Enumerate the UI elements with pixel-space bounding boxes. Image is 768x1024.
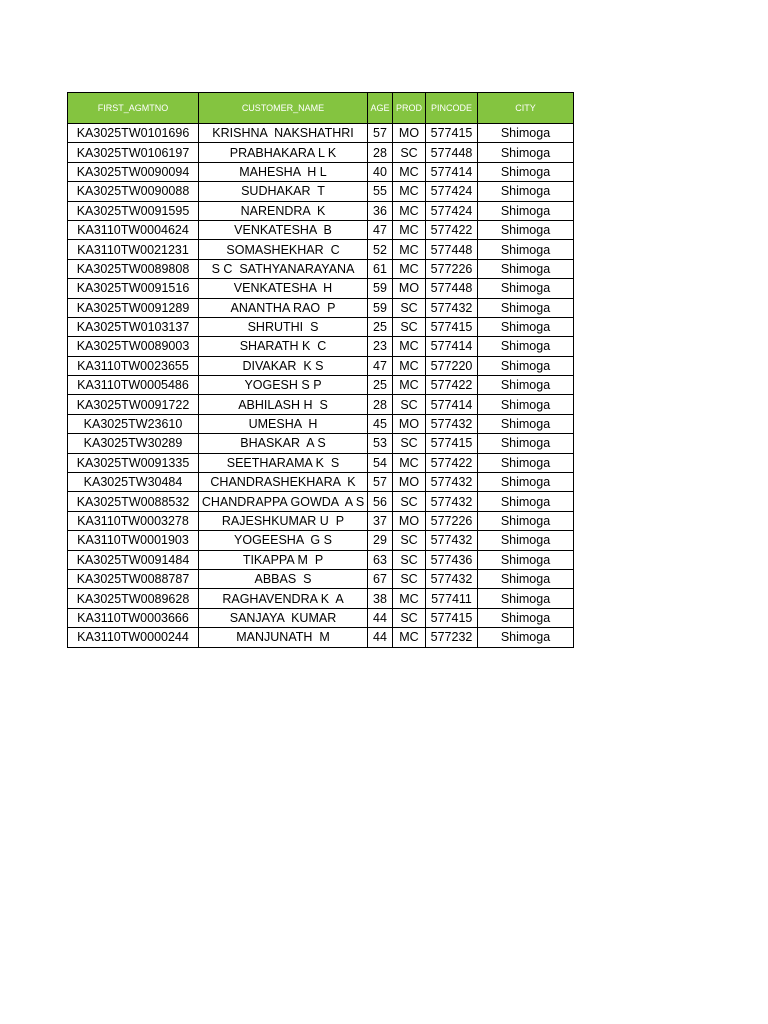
customer-table — [67, 92, 574, 648]
cell-agmtno: KA3025TW0091516 — [68, 279, 199, 298]
cell-city: Shimoga — [478, 453, 574, 472]
cell-customer-name: ANANTHA RAO P — [199, 298, 368, 317]
cell-customer-name: MAHESHA H L — [199, 162, 368, 181]
cell-pincode: 577220 — [426, 356, 478, 375]
cell-pincode: 577415 — [426, 124, 478, 143]
cell-city: Shimoga — [478, 531, 574, 550]
cell-customer-name: ABHILASH H S — [199, 395, 368, 414]
cell-agmtno: KA3025TW0091289 — [68, 298, 199, 317]
cell-city: Shimoga — [478, 473, 574, 492]
cell-age: 52 — [368, 240, 393, 259]
cell-prod: MO — [393, 511, 426, 530]
cell-city: Shimoga — [478, 220, 574, 239]
cell-customer-name: DIVAKAR K S — [199, 356, 368, 375]
cell-customer-name: SHRUTHI S — [199, 317, 368, 336]
cell-prod: MC — [393, 201, 426, 220]
cell-age: 44 — [368, 608, 393, 627]
cell-age: 59 — [368, 279, 393, 298]
cell-agmtno: KA3025TW0090094 — [68, 162, 199, 181]
cell-agmtno: KA3025TW23610 — [68, 414, 199, 433]
cell-prod: MC — [393, 589, 426, 608]
cell-pincode: 577432 — [426, 414, 478, 433]
table-row — [68, 337, 574, 356]
cell-pincode: 577432 — [426, 569, 478, 588]
cell-city: Shimoga — [478, 259, 574, 278]
customer-table-container — [67, 92, 574, 648]
header-pincode: PINCODE — [426, 93, 478, 124]
cell-agmtno: KA3025TW0090088 — [68, 182, 199, 201]
cell-age: 37 — [368, 511, 393, 530]
header-customer-name: CUSTOMER_NAME — [199, 93, 368, 124]
cell-customer-name: SEETHARAMA K S — [199, 453, 368, 472]
cell-customer-name: BHASKAR A S — [199, 434, 368, 453]
cell-age: 38 — [368, 589, 393, 608]
cell-agmtno: KA3110TW0023655 — [68, 356, 199, 375]
cell-customer-name: VENKATESHA B — [199, 220, 368, 239]
table-row — [68, 453, 574, 472]
cell-pincode: 577448 — [426, 279, 478, 298]
cell-city: Shimoga — [478, 279, 574, 298]
table-row — [68, 220, 574, 239]
cell-prod: MC — [393, 376, 426, 395]
cell-pincode: 577415 — [426, 608, 478, 627]
cell-prod: SC — [393, 550, 426, 569]
cell-agmtno: KA3110TW0000244 — [68, 628, 199, 647]
cell-city: Shimoga — [478, 589, 574, 608]
cell-agmtno: KA3110TW0003666 — [68, 608, 199, 627]
table-row — [68, 124, 574, 143]
table-row — [68, 434, 574, 453]
cell-pincode: 577424 — [426, 182, 478, 201]
cell-city: Shimoga — [478, 569, 574, 588]
cell-city: Shimoga — [478, 143, 574, 162]
cell-prod: SC — [393, 531, 426, 550]
cell-age: 54 — [368, 453, 393, 472]
cell-age: 28 — [368, 143, 393, 162]
cell-city: Shimoga — [478, 298, 574, 317]
cell-city: Shimoga — [478, 317, 574, 336]
cell-pincode: 577414 — [426, 337, 478, 356]
cell-city: Shimoga — [478, 628, 574, 647]
cell-agmtno: KA3025TW0103137 — [68, 317, 199, 336]
cell-age: 57 — [368, 124, 393, 143]
cell-pincode: 577414 — [426, 162, 478, 181]
cell-prod: MO — [393, 279, 426, 298]
cell-city: Shimoga — [478, 395, 574, 414]
cell-customer-name: S C SATHYANARAYANA — [199, 259, 368, 278]
cell-prod: MC — [393, 453, 426, 472]
table-row — [68, 376, 574, 395]
table-row — [68, 356, 574, 375]
cell-prod: MC — [393, 240, 426, 259]
cell-city: Shimoga — [478, 182, 574, 201]
cell-age: 67 — [368, 569, 393, 588]
table-row — [68, 511, 574, 530]
cell-customer-name: RAGHAVENDRA K A — [199, 589, 368, 608]
cell-pincode: 577448 — [426, 143, 478, 162]
cell-city: Shimoga — [478, 492, 574, 511]
cell-city: Shimoga — [478, 434, 574, 453]
cell-age: 45 — [368, 414, 393, 433]
cell-pincode: 577411 — [426, 589, 478, 608]
cell-prod: MC — [393, 337, 426, 356]
cell-customer-name: SUDHAKAR T — [199, 182, 368, 201]
cell-city: Shimoga — [478, 240, 574, 259]
cell-prod: SC — [393, 608, 426, 627]
cell-city: Shimoga — [478, 511, 574, 530]
cell-prod: SC — [393, 395, 426, 414]
cell-prod: MC — [393, 628, 426, 647]
cell-city: Shimoga — [478, 550, 574, 569]
cell-city: Shimoga — [478, 376, 574, 395]
cell-agmtno: KA3025TW0091335 — [68, 453, 199, 472]
cell-prod: SC — [393, 492, 426, 511]
cell-customer-name: UMESHA H — [199, 414, 368, 433]
cell-age: 29 — [368, 531, 393, 550]
cell-prod: SC — [393, 434, 426, 453]
table-row — [68, 414, 574, 433]
cell-age: 28 — [368, 395, 393, 414]
cell-age: 47 — [368, 356, 393, 375]
cell-agmtno: KA3110TW0021231 — [68, 240, 199, 259]
cell-city: Shimoga — [478, 201, 574, 220]
cell-prod: MO — [393, 473, 426, 492]
cell-pincode: 577422 — [426, 453, 478, 472]
cell-agmtno: KA3025TW0091722 — [68, 395, 199, 414]
cell-agmtno: KA3025TW30289 — [68, 434, 199, 453]
cell-city: Shimoga — [478, 124, 574, 143]
header-row — [68, 93, 574, 124]
cell-prod: SC — [393, 298, 426, 317]
header-age: AGE — [368, 93, 393, 124]
cell-agmtno: KA3110TW0004624 — [68, 220, 199, 239]
cell-age: 40 — [368, 162, 393, 181]
cell-pincode: 577432 — [426, 492, 478, 511]
cell-agmtno: KA3025TW0101696 — [68, 124, 199, 143]
cell-agmtno: KA3025TW0091484 — [68, 550, 199, 569]
table-row — [68, 162, 574, 181]
table-body — [68, 124, 574, 648]
cell-city: Shimoga — [478, 414, 574, 433]
cell-prod: MO — [393, 414, 426, 433]
cell-customer-name: SHARATH K C — [199, 337, 368, 356]
cell-pincode: 577432 — [426, 473, 478, 492]
cell-prod: MC — [393, 162, 426, 181]
cell-customer-name: MANJUNATH M — [199, 628, 368, 647]
cell-age: 44 — [368, 628, 393, 647]
cell-customer-name: SANJAYA KUMAR — [199, 608, 368, 627]
cell-pincode: 577448 — [426, 240, 478, 259]
table-row — [68, 628, 574, 647]
cell-agmtno: KA3025TW0088787 — [68, 569, 199, 588]
cell-customer-name: CHANDRAPPA GOWDA A S — [199, 492, 368, 511]
cell-agmtno: KA3025TW0106197 — [68, 143, 199, 162]
table-row — [68, 298, 574, 317]
table-row — [68, 589, 574, 608]
cell-age: 59 — [368, 298, 393, 317]
cell-age: 36 — [368, 201, 393, 220]
cell-prod: SC — [393, 569, 426, 588]
table-row — [68, 608, 574, 627]
cell-customer-name: TIKAPPA M P — [199, 550, 368, 569]
cell-pincode: 577432 — [426, 298, 478, 317]
table-row — [68, 279, 574, 298]
cell-age: 63 — [368, 550, 393, 569]
cell-age: 55 — [368, 182, 393, 201]
cell-age: 56 — [368, 492, 393, 511]
cell-pincode: 577436 — [426, 550, 478, 569]
table-row — [68, 201, 574, 220]
cell-prod: MC — [393, 356, 426, 375]
cell-pincode: 577415 — [426, 317, 478, 336]
cell-prod: MC — [393, 220, 426, 239]
table-row — [68, 492, 574, 511]
table-row — [68, 569, 574, 588]
cell-age: 53 — [368, 434, 393, 453]
cell-pincode: 577415 — [426, 434, 478, 453]
table-row — [68, 240, 574, 259]
cell-agmtno: KA3110TW0001903 — [68, 531, 199, 550]
cell-agmtno: KA3025TW0091595 — [68, 201, 199, 220]
cell-age: 25 — [368, 376, 393, 395]
cell-customer-name: VENKATESHA H — [199, 279, 368, 298]
table-row — [68, 317, 574, 336]
cell-city: Shimoga — [478, 337, 574, 356]
cell-agmtno: KA3025TW0089003 — [68, 337, 199, 356]
table-row — [68, 531, 574, 550]
cell-pincode: 577432 — [426, 531, 478, 550]
table-row — [68, 473, 574, 492]
cell-pincode: 577226 — [426, 511, 478, 530]
cell-agmtno: KA3025TW0088532 — [68, 492, 199, 511]
cell-pincode: 577226 — [426, 259, 478, 278]
cell-age: 25 — [368, 317, 393, 336]
cell-age: 47 — [368, 220, 393, 239]
table-row — [68, 259, 574, 278]
cell-customer-name: PRABHAKARA L K — [199, 143, 368, 162]
cell-customer-name: NARENDRA K — [199, 201, 368, 220]
cell-age: 57 — [368, 473, 393, 492]
header-prod: PROD — [393, 93, 426, 124]
cell-agmtno: KA3025TW0089628 — [68, 589, 199, 608]
cell-age: 23 — [368, 337, 393, 356]
cell-agmtno: KA3110TW0005486 — [68, 376, 199, 395]
cell-agmtno: KA3110TW0003278 — [68, 511, 199, 530]
cell-prod: SC — [393, 143, 426, 162]
cell-customer-name: KRISHNA NAKSHATHRI — [199, 124, 368, 143]
cell-customer-name: CHANDRASHEKHARA K — [199, 473, 368, 492]
cell-city: Shimoga — [478, 608, 574, 627]
cell-prod: SC — [393, 317, 426, 336]
cell-prod: MC — [393, 182, 426, 201]
cell-city: Shimoga — [478, 356, 574, 375]
cell-pincode: 577414 — [426, 395, 478, 414]
cell-customer-name: SOMASHEKHAR C — [199, 240, 368, 259]
header-first-agmtno: FIRST_AGMTNO — [68, 93, 199, 124]
cell-pincode: 577424 — [426, 201, 478, 220]
cell-prod: MC — [393, 259, 426, 278]
cell-pincode: 577422 — [426, 220, 478, 239]
cell-pincode: 577422 — [426, 376, 478, 395]
cell-age: 61 — [368, 259, 393, 278]
cell-agmtno: KA3025TW0089808 — [68, 259, 199, 278]
table-row — [68, 182, 574, 201]
cell-customer-name: ABBAS S — [199, 569, 368, 588]
table-row — [68, 143, 574, 162]
table-row — [68, 395, 574, 414]
cell-customer-name: YOGEESHA G S — [199, 531, 368, 550]
table-row — [68, 550, 574, 569]
cell-prod: MO — [393, 124, 426, 143]
cell-city: Shimoga — [478, 162, 574, 181]
cell-customer-name: YOGESH S P — [199, 376, 368, 395]
cell-customer-name: RAJESHKUMAR U P — [199, 511, 368, 530]
cell-agmtno: KA3025TW30484 — [68, 473, 199, 492]
cell-pincode: 577232 — [426, 628, 478, 647]
header-city: CITY — [478, 93, 574, 124]
